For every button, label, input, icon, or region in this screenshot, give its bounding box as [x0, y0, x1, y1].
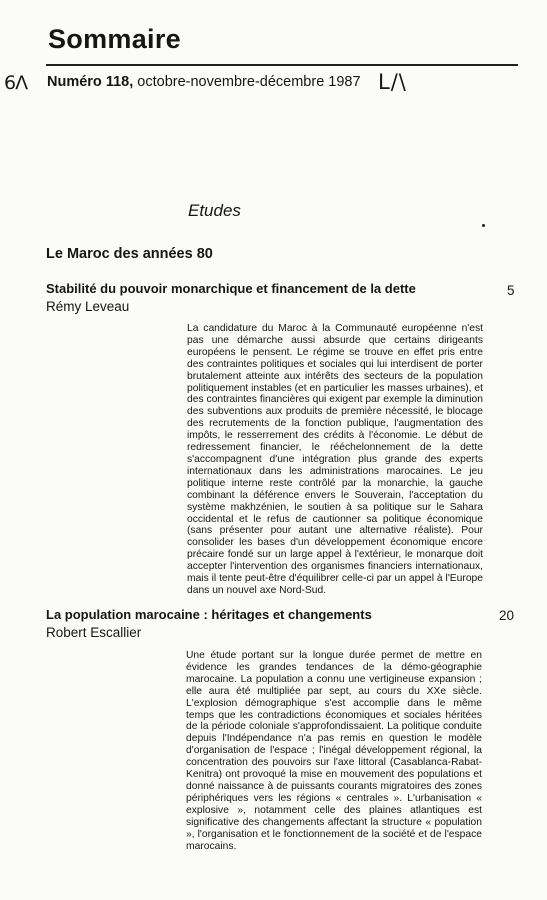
handwritten-annotation-right: L/\ [378, 70, 407, 94]
article-page-number: 20 [499, 608, 515, 623]
article-title: La population marocaine : héritages et changements [46, 607, 372, 622]
subsection-heading: Le Maroc des années 80 [46, 246, 213, 262]
article-abstract: Une étude portant sur la longue durée permet de mettre en évidence les grandes tendances de la démo-géographie marocaine. La population a connu une vertigineuse expansion ; elle aura été multipliée par sept, au cours du XXe siècle. L'explosion démographique s'est accomplie dans le même temps que les contradictions économiques et sociales héritées de la période coloniale s'approfondissaient. La politique conduite depuis l'Indépendance n'a pas remis en question le modèle d'organisation de l'espace ; l'inégal développement régional, la concentration des pouvoirs sur l'axe littoral (Casablanca-Rabat-Kenitra) ont provoqué la mise en mouvement des populations et donné naissance à de puissants courants migratoires des zones périphériques vers les régions « centrales ». L'urbanisation « explosive », notamment celle des plaines atlantiques est significative des changements affectant la structure « population », l'organisation et le fonctionnement de la société et de l'espace marocains. [186, 650, 482, 852]
handwritten-annotation-left: 6Λ [4, 72, 28, 94]
section-heading: Etudes [188, 201, 241, 220]
title-rule [46, 64, 518, 66]
article-author: Robert Escallier [46, 625, 142, 640]
issue-number: Numéro 118, [47, 74, 134, 90]
ink-dot [482, 224, 485, 227]
page-title: Sommaire [48, 24, 181, 54]
article-abstract: La candidature du Maroc à la Communauté européenne n'est pas une démarche aussi absurde que certains dirigeants européens le pensent. Le régime se trouve en effet pris entre des contraintes politiques et sociales qui lui interdisent de porter brutalement atteinte aux intérêts des secteurs de la population politiquement instables (et en particulier les masses urbaines), et des contraintes financières qui exigent par exemple la diminution des subventions aux produits de première nécessité, le blocage des recrutements de la fonction publique, l'augmentation des impôts, le resserrement des crédits à l'économie. Le début de redressement financier, le rééchelonnement de la dette s'accompagnent d'une intégration plus grande des experts internationaux dans les administrations marocaines. Le jeu politique interne reste contrôlé par la monarchie, la gauche combinant la déférence envers le Souverain, l'acceptation du système makhzénien, le soutien à sa politique sur le Sahara occidental et le refus de cautionner sa politique économique (sans présenter pour autant une alternative réaliste). Pour consolider les bases d'un développement économique encore précaire fondé sur un large appel à l'extérieur, le monarque doit accepter l'intervention des organismes financiers internationaux, mais il tente peut-être d'équilibrer celle-ci par un appel à l'Europe dans un nouvel axe Nord-Sud. [187, 323, 483, 596]
issue-line [47, 74, 361, 90]
article-title: Stabilité du pouvoir monarchique et financement de la dette [46, 281, 416, 296]
issue-period: octobre-novembre-décembre 1987 [137, 74, 361, 90]
article-page-number: 5 [507, 283, 515, 298]
article-author: Rémy Leveau [46, 299, 130, 314]
